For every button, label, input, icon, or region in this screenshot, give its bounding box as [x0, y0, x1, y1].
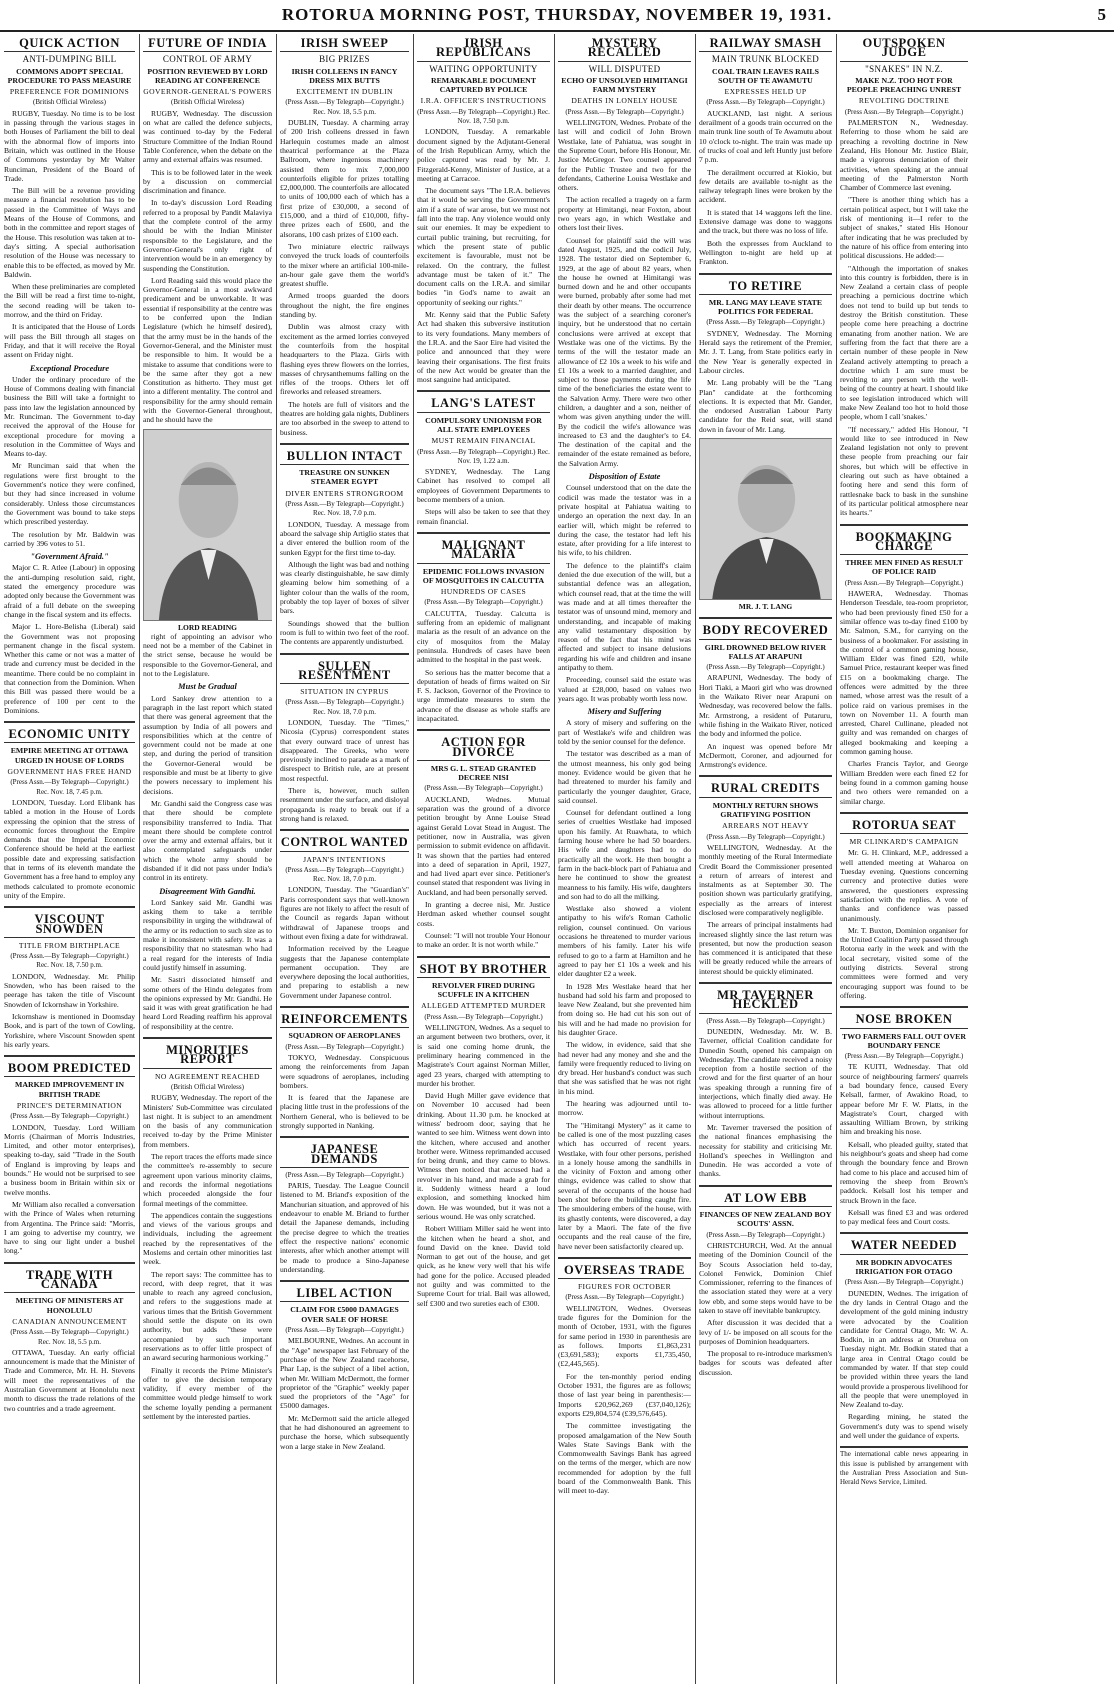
deck: FINANCES OF NEW ZEALAND BOY SCOUTS' ASSN.	[699, 1210, 832, 1229]
article-viscount-snowden	[4, 906, 135, 1049]
deck: JAPAN'S INTENTIONS	[303, 854, 386, 864]
paragraph: For the ten-monthly period ending October 1931, the figures are as follows; those of last year being in parenthesis:—Imports £20,962,269 (£37,040,126); exports £29,804,574 (£39,576,645).	[558, 1371, 691, 1418]
paragraph: LONDON, Tuesday. Lord William Morris (Chairman of Morris Industries, Limited, and other motor enterprises), speaking to-day, said "Trade in the South of England is improving by leaps and bounds." He would not be surprised to see a business boom in Britain within six or twelve months.	[4, 1122, 135, 1197]
headline: QUICK ACTION	[4, 37, 135, 52]
subheadline: MAIN TRUNK BLOCKED	[711, 54, 820, 65]
paragraph: Major C. R. Atlee (Labour) in opposing the anti-dumping resolution said, right, stated the emergency procedure was adopted only because the Government was afraid of a full debate on the sweeping change in the fiscal system and its effects.	[4, 563, 135, 619]
headline: MR TAVERNER HECKLED	[699, 989, 832, 1014]
deck: TREASURE ON SUNKEN STEAMER EGYPT	[299, 468, 390, 487]
headline: BOOKMAKING CHARGE	[840, 531, 968, 556]
paragraph: PALMERSTON N., Wednesday. Referring to those whom he said are preaching a revolting doctrine in New Zealand, His Honour Mr. Justice Blair, made a vigorous denunciation of their activities, when speaking at the annual meeting of the Palmerston North Chamber of Commerce last evening.	[840, 118, 968, 193]
deck: CANADIAN ANNOUNCEMENT	[12, 1316, 127, 1326]
paragraph: PARIS, Tuesday. The League Council listened to M. Briand's exposition of the Manchurian situation, and approved of his endeavour to enable M. Briand to further detail the Japanese demands, including the precise degree to which the treaties effect the respective nations' economic interests, after which another attempt will be made to produce a Sino-Japanese understanding.	[280, 1181, 409, 1274]
deck: DIVER ENTERS STRONGROOM	[285, 488, 404, 498]
deck: CLAIM FOR £5000 DAMAGES OVER SALE OF HORSE	[290, 1305, 399, 1324]
paragraph: AUCKLAND, Wednes. Mutual separation was the ground of a divorce petition brought by Anne Louise Stead against Gerald Lovat Stead in August. The petitioner, now in Australia, was given permission to submit evidence on affidavit. It was shown that the parties had entered into a deed of separation in April, 1927, and had lived apart ever since. Petitioner's counsel stated that respondent was living in Auckland, and had been personally served.	[417, 794, 550, 897]
paragraph: The widow, in evidence, said that she had never had any money and she and the family were frequently reduced to living on dry bread. Her husband's conduct was such that she was satisfied that he was not right in his mind.	[558, 1040, 691, 1096]
paragraph: "There is another thing which has a certain political aspect, but I will take the risk of mentioning it—I refer to the subject of snakes," stated His Honour after indicating that he was precluded by the nature of his office from entering into political discussions. He added:—	[840, 195, 968, 261]
paragraph: Ickornshaw is mentioned in Doomsday Book, and is part of the town of Cowling, Yorkshire, where Viscount Snowden spent his early years.	[4, 1011, 135, 1049]
dateline: (Press Assn.—By Telegraph—Copyright.)	[285, 1170, 404, 1179]
deck: GIRL DROWNED BELOW RIVER FALLS AT ARAPUNI	[704, 642, 827, 661]
headline: REINFORCEMENTS	[280, 1013, 409, 1028]
deck: TITLE FROM BIRTHPLACE	[18, 940, 121, 950]
paragraph: David Hugh Miller gave evidence that on November 10 accused had been drinking. About 11.30 p.m. he knocked at witness' bedroom door, saying that he wanted to see him. Witness went down into the kitchen, where accused and another brother were. Witness reprimanded accused for being drunk, and they came to blows. Witness then noticed that accused had a revolver in his hand, and made a grab for it. Suddenly witness heard a loud explosion, and something knocked him down. He was wounded, but it was not a serious wound. He was only scratched.	[417, 1091, 550, 1221]
deck: MEETING OF MINISTERS AT HONOLULU	[15, 1296, 124, 1315]
article-body-recovered	[699, 617, 832, 769]
dateline: (Press Assn.—By Telegraph—Copyright.) Rec. Nov. 18, 7.50 p.m.	[417, 107, 550, 126]
page-columns	[0, 34, 1114, 1684]
headline: ECONOMIC UNITY	[4, 728, 135, 743]
article-at-low-ebb	[699, 1185, 832, 1377]
paragraph: Although the light was bad and nothing was clearly distinguishable, he saw dimly gleaming below him something of a lighter colour than the walls of the room, probably the top layer of boxes of silver bars.	[280, 559, 409, 616]
paragraph: The action recalled a tragedy on a farm property at Himitangi, near Foxton, about two years ago, in which Westlake and others lost their lives.	[558, 195, 691, 233]
article-quick-action	[4, 37, 135, 715]
paragraph: An inquest was opened before Mr McDermott, Coroner, and adjourned for Armstrong's evidence.	[699, 741, 832, 770]
portrait-illustration	[144, 430, 272, 620]
dateline: (Press Assn.—By Telegraph—Copyright.)	[844, 1052, 964, 1061]
article-overseas-trade	[558, 1257, 691, 1496]
deck: PREFERENCE FOR DOMINIONS	[9, 87, 130, 97]
paragraph: The hearing was adjourned until to-morrow.	[558, 1099, 691, 1118]
article-irish-sweep	[280, 37, 409, 437]
paragraph: The Bill will be a revenue providing measure a financial resolution has to be passed in the Committee of Ways and Means of the House of Commons, and both in the committee and report stages of the House. This resolution was taken at to-day's sitting. A special authorisation resolution of the House was necessary to enable this to be effected, as moved by Mr. Baldwin.	[4, 186, 135, 279]
paragraph: Counsel understood that on the date the codicil was made the testator was in a private hospital at Pahiatua waiting to undergo an operation the next day. In an earlier will, which might be referred to during the case, the testator had left his estate, after providing for a life interest to his wife, to his children.	[558, 483, 691, 558]
paragraph: The committee investigating the proposed amalgamation of the New South Wales State Savings Bank with the Commonwealth Savings Bank has agreed on the terms of the merger, which are now recommended for adoption by the full board of the Commonwealth Bank. This will meet to-day.	[558, 1421, 691, 1496]
deck: POSITION REVIEWED BY LORD READING AT CONFERENCE	[147, 66, 268, 85]
paragraph: AUCKLAND, last night. A serious derailment of a goods train occurred on the main trunk line south of Te Awamutu about 10 o'clock to-night. The train was made up of trucks of coal and left Huntly just before 7 p.m.	[699, 108, 832, 165]
headline: CONTROL WANTED	[280, 836, 409, 851]
dateline: (Press Assn.—By Telegraph—Copyright.)	[285, 1326, 404, 1335]
paragraph: LONDON, Tuesday. A message from aboard the salvage ship Artiglio states that a diver entered the bullion room of the sunken Egypt for the first time to-day.	[280, 519, 409, 557]
dateline: (Press Assn.—By Telegraph—Copyright.)	[706, 1016, 825, 1025]
deck: SITUATION IN CYPRUS	[300, 687, 389, 697]
article-libel-action	[280, 1280, 409, 1451]
deck: REMARKABLE DOCUMENT CAPTURED BY POLICE	[430, 75, 537, 95]
deck: NO AGREEMENT REACHED	[155, 1071, 260, 1081]
paragraph: When these preliminaries are completed the Bill will be read a first time to-night, the second reading will be taken to-morrow, and the third on Friday.	[4, 282, 135, 320]
article-shot-by-brother	[417, 956, 550, 1308]
subheadline: CONTROL OF ARMY	[162, 54, 253, 65]
deck: THREE MEN FINED AS RESULT OF POLICE RAID	[845, 558, 963, 577]
paragraph: Mr. Gandhi said the Congress case was that there should be complete responsibility transferred to India. That meant there should be complete control over the army and external affairs, but it also contemplated safeguards under which the whole army should be disbanded if it did not pass under India's control in its entirety.	[143, 798, 272, 883]
paragraph: Lord Sankey drew attention to a paragraph in the last report which stated that there was general agreement that the assumption by India of all powers and responsibilities which at the centre of government could not be made at one step, and during the period of transition the Governor-General would be responsible and must be at liberty to give the powers necessary to implement his decisions.	[143, 693, 272, 796]
article-railway-smash	[699, 37, 832, 267]
paragraph: A story of misery and suffering on the part of Westlake's wife and children was told by the senior counsel for the defence.	[558, 718, 691, 747]
article-sullen-resentment	[280, 653, 409, 824]
paragraph: DUBLIN, Tuesday. A charming array of 200 Irish colleens dressed in fawn Harlequin costumes made an almost theatrical performance at the Plaza Ballroom, where ingenious machinery assisted them to mix 7,000,000 counterfoils eligible for prizes totalling £2,000,000. The counterfoils are allocated to units of 100,000 each of which has a first prize of £30,000, a second of £15,000, and a third of £10,000, fifty-three prizes each of £600, and the alsorans, 100 cash prizes of £100 each.	[280, 118, 409, 239]
paragraph: TOKYO, Wednesday. Conspicuous among the reinforcements from Japan were squadrons of aeroplanes, including bombers.	[280, 1052, 409, 1090]
article-mr-taverner-heckled	[699, 982, 832, 1179]
paragraph: HAWERA, Wednesday. Thomas Henderson Teesdale, tea-room proprietor, who had been previously fined £50 for a similar offence was to-day fined £100 by Mr. Salmon, S.M., for carrying on the business of a bookmaker. For assisting in the control of a common gaming house, William Elder was fined £20, while Samuel Price, restaurant keeper was fined £15 on a bookmaking charge. The offences were admitted by the three named, whose arrest was the result of a police raid on various premises in the town on November 11. A fourth man arrested, Charel Cullinane, pleaded not guilty and was remanded on charges of alleged bookmaking and keeping a common gaming house.	[840, 589, 968, 757]
headline: LANG'S LATEST	[417, 397, 550, 412]
deck: REVOLVER FIRED DURING SCUFFLE IN A KITCHEN	[431, 980, 536, 1000]
lang-portrait	[699, 438, 832, 600]
paragraph: RUGBY, Wednesday. The report of the Ministers' Sub-Committee was circulated last night. It is subject to an amendment on the basis of any communication received to-day by the Prime Minister from members.	[143, 1093, 272, 1149]
paragraph: The arrears of principal instalments had increased slightly since the last return was presented, but now the production season has commenced it is anticipated that these will be greatly reduced while the arrears of interest should be quickly eliminated.	[699, 920, 832, 976]
column-rule	[413, 34, 414, 1684]
paragraph: The resolution by Mr. Baldwin was carried by 396 votes to 51.	[4, 529, 135, 548]
paragraph: This is to be followed later in the week by a discussion on commercial discrimination and finance.	[143, 167, 272, 196]
paragraph: SYDNEY, Wednesday. The Lang Cabinet has resolved to compel all employees of Government Departments to become members of a union.	[417, 467, 550, 505]
deck: GOVERNMENT HAS FREE HAND	[7, 767, 132, 777]
paragraph: The derailment occurred at Kiokio, but few details are available to-night as the railway telegraph lines were broken by the accident.	[699, 167, 832, 205]
paragraph: Lord Reading said this would place the Governor-General in a most awkward predicament and be unworkable. It was essential if responsibility at the centre was to be conferred upon the Indian Legislature (which he himself desired), that the army must be in the hands of the Governor-General, and the Minister must be responsible to him. It would be a mistake to assume that conditions were to be the same after they got a new Constitution as hitherto. They must get into a different mentality. The control and responsibility for the army should remain with the Governor-General throughout, and he should have the	[143, 275, 272, 425]
article-rotorua-seat	[840, 812, 968, 1000]
paragraph: Mr. Lang probably will be the "Lang Plan" candidate at the forthcoming elections. It is expected that Mr. Gander, the endorsed Australian Labour Party candidate for the Reid seat, will stand down in favour of Mr. Lang.	[699, 378, 832, 434]
article-control-wanted	[280, 829, 409, 1000]
paragraph: Robert William Miller said he went into the kitchen when he heard a shot, and found David on the knee. David told Norman to get out of the house, and get quick, as he knew very well that his wife had gone for the police. Accused pleaded not guilty and was committed to the Supreme Court for trial. Bail was allowed, self £300 and two sureties each of £300.	[417, 1224, 550, 1308]
dateline: (Press Assn.—By Telegraph—Copyright.)	[285, 1042, 404, 1051]
headline: ROTORUA SEAT	[840, 819, 968, 834]
paragraph: SYDNEY, Wednesday. The Morning Herald says the retirement of the Premier, Mr. J. T. Lang, from State politics early in the New Year is generally expected in Labour circles.	[699, 328, 832, 375]
deck: SQUADRON OF AEROPLANES	[288, 1031, 401, 1041]
column-3	[280, 34, 409, 1684]
dateline: (Press Assn.—By Telegraph—Copyright.)	[844, 1278, 964, 1287]
subheadline: WAITING OPPORTUNITY	[429, 63, 538, 74]
headline: OVERSEAS TRADE	[558, 1264, 691, 1279]
headline: BOOM PREDICTED	[4, 1062, 135, 1077]
article-langs-latest	[417, 390, 550, 526]
column-6	[699, 34, 832, 1684]
paragraph: In granting a decree nisi, Mr. Justice Herdman asked whether counsel sought costs.	[417, 900, 550, 928]
paragraph: Kelsall was fined £3 and was ordered to pay medical fees and Court costs.	[840, 1207, 968, 1227]
dateline: (Press Assn.—By Telegraph—Copyright.)	[844, 107, 964, 116]
paragraph: Major L. Hore-Belisha (Liberal) said the Government was not proposing permanent change in the fiscal system. Whether this came or not was a matter of trade and currency must be decided in the meantime. There could be no complaint in that connection from the Dominion. When this Bill was passed there would be a preference of 100 per cent to the Dominions.	[4, 622, 135, 715]
article-economic-unity	[4, 721, 135, 900]
lord-reading-portrait	[143, 429, 272, 621]
dateline: (Press Assn.—By Telegraph—Copyright.)	[706, 1230, 825, 1239]
headline: LIBEL ACTION	[280, 1287, 409, 1302]
paragraph: Finally it records the Prime Minister's offer to give the decision temporary validity, if every member of the committee would pledge himself to work the scheme loyally pending a permanent settlement by the interested parties.	[143, 1365, 272, 1422]
paragraph: Mr Runciman said that when the regulations were first brought to the Government's notice they were confined, but they had since increased in volume considerably. Unless those circumstances the Government was bound to take steps which prescribed yesterday.	[4, 461, 135, 527]
column-rule	[695, 34, 696, 1684]
paragraph: DUNEDIN, Wednesday. Mr. W. B. Taverner, official Coalition candidate for Dunedin South, opened his campaign on Wednesday. The candidate received a noisy reception from a hostile section of the crowd and for the first quarter of an hour was speaking through a running fire of interjections, which finally died away. He was allowed to proceed for a little further without interruptions.	[699, 1026, 832, 1120]
column-4	[417, 34, 550, 1684]
headline: MALIGNANT MALARIA	[417, 539, 550, 564]
paragraph: Dublin was almost crazy with excitement as the armed lorries conveyed the counterfoils from the hospital headquarters to the Plaza. Girls with flashing eyes threw flowers on the lorries, masses of chrysanthemums falling on the rifles of the troops. Others let off fireworks and released streamers.	[280, 322, 409, 397]
deck: EMPIRE MEETING AT OTTAWA URGED IN HOUSE OF LORDS	[10, 746, 129, 765]
article-mystery-recalled	[558, 37, 691, 1251]
dateline: (Press Assn.—By Telegraph—Copyright.) Rec. Nov. 18, 5.5 p.m.	[285, 98, 404, 116]
article-irish-republicans	[417, 37, 550, 384]
paragraph: Counsel for defendant outlined a long series of cruelties Westlake had imposed upon his family. At Ruawhata, to which farming house where he had 50 boarders. His wife and daughters had to do practically all the work. He then bought a farm in the back-block part of Pahiatua and here he continued to show the greatest meanness to his family. His wife, daughters and son had to do all the milking.	[558, 808, 691, 901]
deck: PRINCE'S DETERMINATION	[16, 1100, 123, 1110]
paragraph: DUNEDIN, Wednes. The irrigation of the dry lands in Central Otago and the development of the gold mining industry were advocated by the Coalition candidate for Central Otago, Mr. W. A. Bodkin, in an address at Oturehua on Tuesday night. Mr. Bodkin stated that a large area in Central Otago could be commanded by water. If that step could be provided within three years the land would provide a prosperous livelihood for all the people that were unemployed in New Zealand to-day.	[840, 1288, 969, 1410]
paragraph: "Although the importation of snakes into this country is forbidden, there is in New Zealand a certain class of people preaching a pernicious doctrine which does not tend to build up but tends to destroy the British constitution. These people come here preaching a doctrine emanating from another nation. We are suffering from the fact that there are a certain number of these people in New Zealand actively attempting to preach a doctrine which I am sure must be revolting to any person with the well-being of the country at heart. I should like to see legislation introduced which will make New Zealand too hot to hold those people, whom I call 'snakes.'	[840, 263, 968, 422]
paragraph: LONDON, Tuesday. The "Times," Nicosia (Cyprus) correspondent states that every outward trace of unrest has disappeared. The Greeks, who were previously inclined to parade as a mark of disrespect to British rule, are at present most respectful.	[280, 718, 409, 783]
deck: COAL TRAIN LEAVES RAILS SOUTH OF TE AWAMUTU	[712, 66, 819, 85]
deck: GOVERNOR-GENERAL'S POWERS	[143, 87, 272, 97]
dateline: (Press Assn.—By Telegraph—Copyright.) Rec. Nov. 19, 1.22 a.m.	[417, 447, 550, 465]
paragraph: Two miniature electric railways conveyed the truck loads of counterfoils to the mixer where an artificial 100-mile-an-hour gale gave them the world's greatest shuffle.	[280, 241, 409, 289]
deck: MR BODKIN ADVOCATES IRRIGATION FOR OTAGO	[855, 1257, 953, 1277]
headline: TRADE WITH CANADA	[4, 1269, 135, 1294]
paragraph: So serious has the matter become that a deputation of heads of firms waited on Sir F. S. Jackson, Governor of the Province to urge immediate measures to stem the advance of the disease as whole staffs are incapacitated.	[417, 667, 550, 723]
column-1	[4, 34, 135, 1684]
article-nose-broken	[840, 1006, 968, 1226]
column-rule	[554, 34, 555, 1684]
dateline: (Press Assn.—By Telegraph—Copyright.) Rec. Nov. 18, 7.50 p.m.	[10, 952, 129, 970]
dateline: (Press Assn.—By Telegraph—Copyright.)	[10, 1112, 129, 1121]
paragraph: WELLINGTON, Wednes. Overseas trade figures for the Dominion for the month of October, 1931, with the figures for same period in 1930 in parenthesis are as follows. Imports £1,863,231 (£3,691,583); exports £1,735,450, (£2,445,565).	[558, 1303, 691, 1369]
deck: EPIDEMIC FOLLOWS INVASION OF MOSQUITOES IN CALCUTTA	[422, 566, 545, 585]
paragraph: The document says "The I.R.A. believes that it would be serving the Government's aim if a state of war arose, but we must not fall into the trap. Any violence would only suit our enemies. It may be expedient to curtail public training, but recruiting, for which the present state of public excitement is favourable, must not be relaxed. On the contrary, the fullest advantage must be taken of it." The document calls on the I.R.A. and similar bodies "in God's name to await an opportunity of seeking our rights."	[417, 186, 550, 307]
article-bullion-intact	[280, 443, 409, 647]
paragraph: The report traces the efforts made since the committee's re-assembly to secure agreement upon various minority claims, and records the informal negotiations which proceeded alongside the four formal meetings of the committee.	[143, 1152, 272, 1208]
dateline: (Press Assn.—By Telegraph—Copyright.)	[424, 1012, 543, 1021]
article-minorities-report	[143, 1037, 272, 1421]
paragraph: Mr. Sastri dissociated himself and some others of the Hindu delegates from the opinions expressed by Mr. Gandhi. He said it was with great gratification he had heard Lord Reading reaffirm his approval of responsibility at the centre.	[143, 975, 272, 1031]
paragraph: LONDON, Wednesday. Mr. Philip Snowden, who has been raised to the peerage has taken the title of Viscount Snowden of Ickornshaw in Yorkshire.	[4, 971, 135, 1009]
deck: MAKE N.Z. TOO HOT FOR PEOPLE PREACHING UNREST	[846, 75, 962, 95]
headline: AT LOW EBB	[699, 1192, 832, 1207]
crosshead: Misery and Suffering	[587, 707, 662, 717]
headline: VISCOUNT SNOWDEN	[4, 913, 135, 938]
paragraph: LONDON, Tuesday. The "Guardian's" Paris correspondent says that well-known figures are not likely to affect the result of the Council as regards Japan without withdrawal of Japanese troops and without even fixing a date for withdrawal.	[280, 885, 409, 941]
paragraph: Both the expresses from Auckland to Wellington to-night are held up at Frankton.	[699, 238, 832, 267]
paragraph: Counsel: "I will not trouble Your Honour to make an order. It is not worth while."	[417, 930, 550, 950]
deck: MR CLINKARD'S CAMPAIGN	[849, 837, 959, 847]
paragraph: Mr. Kenny said that the Public Safety Act had shaken this subversive institution to its very foundations. Many members of the I.R.A. and the Saor Eire had visited the police and announced that they were leaving their organisations. The first fruits of the new Act would be greater than the most sanguine had anticipated.	[417, 310, 550, 385]
paragraph: The "Himitangi Mystery" as it came to be called is one of the most puzzling cases which has occurred of recent years. Westlake, with four other persons, perished in a lonely house among the sandhills in the vicinity of Foxton and among other things, evidence was called to show that several of the occupants of the house had been shot before the building caught fire. The smouldering embers of the house, with its ghastly contents, were discovered, a day later by a Maori. The fate of the five occupants and the real cause of the fire, have never been satisfactorily cleared up.	[558, 1120, 691, 1251]
crosshead: "Government Afraid."	[30, 552, 109, 562]
deck: DEATHS IN LONELY HOUSE	[571, 96, 678, 106]
headline: RAILWAY SMASH	[699, 37, 832, 52]
headline: JAPANESE DEMANDS	[280, 1143, 409, 1168]
dateline: (British Official Wireless)	[171, 98, 244, 107]
dateline: (Press Assn.—By Telegraph—Copyright.)	[424, 598, 543, 607]
deck: COMPULSORY UNIONISM FOR ALL STATE EMPLOYEES	[425, 415, 542, 434]
subheadline: "SNAKES" IN N.Z.	[865, 63, 943, 74]
dateline: (Press Assn.—By Telegraph—Copyright.) Rec. Nov. 18, 7.45 p.m.	[10, 778, 129, 796]
headline: IRISH REPUBLICANS	[417, 37, 550, 62]
headline: RURAL CREDITS	[699, 782, 832, 797]
headline: TO RETIRE	[699, 280, 832, 295]
article-malignant-malaria	[417, 532, 550, 723]
article-bookmaking-charge	[840, 524, 968, 806]
headline: MYSTERY RECALLED	[558, 37, 691, 62]
article-outspoken-judge	[840, 37, 968, 518]
paragraph: Mr William also recalled a conversation with the Prince of Wales when returning from Argentina. The Prince said: "Morris, I am going to advertise my country, we have to sing our light under a bushel long."	[4, 1199, 135, 1256]
paragraph: WELLINGTON, Wednesday. At the monthly meeting of the Rural Intermediate Credit Board the Commissioner presented a return of arrears of interest and instalments as at September 30. The position shown was particularly gratifying, especially as the arrears of interest disclosed were comparatively negligible.	[699, 842, 832, 917]
paragraph: The proposal to re-introduce marksmen's badges for scouts was defeated after discussion.	[699, 1349, 832, 1377]
paragraph: LONDON, Tuesday. Lord Elibank has tabled a motion in the House of Lords expressing the opinion that the stress of economic forces throughout the Empire demands that the Imperial Economic Conference should be held at the earliest possible date and expressing satisfaction that in terms of its eleventh mandate the Government has a free hand to employ any methods calculated to promote economic unity of the Empire.	[4, 797, 135, 900]
paragraph: Kelsall, who pleaded guilty, stated that his neighbour's goats and sheep had come through the boundary fence and Brown had come to his place and accused him of removing the sheep from Brown's paddock. Kelsall lost his temper and struck Brown in the face.	[840, 1139, 968, 1205]
paragraph: right of appointing an advisor who need not be a member of the Cabinet in the strict sense, because he would be responsible to the Governor-General, and not to the Legislature.	[143, 631, 272, 679]
subheadline: BIG PRIZES	[319, 54, 370, 65]
deck: FIGURES FOR OCTOBER	[577, 1282, 672, 1292]
paragraph: The defence to the plaintiff's claim denied the due execution of the will, but a substantial defence was an allegation, which counsel read, that at the time the will was made and at all times thereafter the testator was of unsound mind, memory and understanding, and incapable of making any valid testamentary disposition by reason of the fact that his mind was affected and subject to insane delusions regarding his wife and children and insane antipathy to them.	[558, 560, 691, 672]
deck: MONTHLY RETURN SHOWS GRATIFYING POSITION	[712, 800, 819, 820]
paragraph: RUGBY, Wednesday. The discussion on what are called the defence subjects, was continued to-day by the Federal Structure Committee of the Indian Round Table Conference, when the debate on the army and external affairs was resumed.	[143, 108, 272, 165]
paragraph: The appendices contain the suggestions and views of the various groups and individuals, including the agreement reached by the representatives of the Moslems and certain other minorities last week.	[143, 1210, 272, 1267]
column-rule	[276, 34, 277, 1684]
headline: SULLEN RESENTMENT	[280, 660, 409, 685]
cable-news-footnote: The international cable news appearing in this issue is published by arrangement with the Australian Press Association and Sun-Herald News Service, Limited.	[840, 1450, 968, 1487]
paragraph: Lord Sankey said Mr. Gandhi was asking them to take a terrible responsibility in urging the withdrawal of the army or its reduction to such size as to make it inconsistent with safety. It was a responsibility that no statesman who had a real regard for the interests of India could justify himself in assuming.	[143, 897, 272, 972]
dateline: (Press Assn.—By Telegraph—Copyright.)	[844, 578, 964, 587]
article-future-of-india	[143, 37, 272, 1031]
deck: ARREARS NOT HEAVY	[722, 821, 809, 831]
paragraph: After discussion it was decided that a levy of 1/- be imposed on all scouts for the purposes of Dominion headquarters.	[699, 1318, 832, 1346]
dateline: (Press Assn.—By Telegraph—Copyright.) Rec. Nov. 18, 7.0 p.m.	[285, 865, 404, 884]
article-reinforcements	[280, 1006, 409, 1130]
paragraph: There is, however, much sullen resentment under the surface, and disloyal propaganda is ready to break out if a strong hand is relaxed.	[280, 786, 409, 823]
deck: MARKED IMPROVEMENT IN BRITISH TRADE	[14, 1080, 124, 1099]
dateline: (Press Assn.—By Telegraph—Copyright.)	[706, 98, 825, 107]
headline: WATER NEEDED	[840, 1239, 968, 1254]
dateline: (Press Assn.—By Telegraph—Copyright.)	[565, 107, 684, 116]
paragraph: OTTAWA, Tuesday. An early official announcement is made that the Minister of Trade and Commerce, Mr. H. H. Stevens will meet the representatives of the Australian Government at Honolulu next month to discuss the trade relations of the two countries and a trade agreement.	[4, 1347, 135, 1413]
footnote-box	[840, 1446, 968, 1487]
paragraph: TE KUITI, Wednesday. That old source of neighbouring farmers' quarrels a bad boundary fence, caused Every Kelsall, farmer, of Awakino Road, to appear before Mr F. W. Platts, in the Magistrate's Court, charged with assaulting William Brown, by striking him and breaking his nose.	[840, 1062, 968, 1137]
headline: BULLION INTACT	[280, 450, 409, 465]
subheadline: ANTI-DUMPING BILL	[22, 54, 117, 65]
paragraph: RUGBY, Tuesday. No time is to be lost in passing through the various stages in both Houses of Parliament the bill to deal with the abnormal flow of imports into Britain, which was outlined in the House of Commons yesterday by Mr Walter Runciman, President of the Board of Trade.	[4, 108, 135, 183]
headline: BODY RECOVERED	[699, 624, 832, 639]
dateline: (Press Assn.—By Telegraph—Copyright.)	[565, 1293, 684, 1302]
newspaper-title: ROTORUA MORNING POST, THURSDAY, NOVEMBER 19, 1931.	[281, 5, 833, 24]
column-5	[558, 34, 691, 1684]
paragraph: The testator was described as a man of the utmost meanness, his only god being money. Evidence would be given that he had threatened to murder his family and particularly the younger daughter, Grace, said counsel.	[558, 749, 691, 805]
paragraph: The hotels are full of visitors and the theatres are holding gala nights, Dubliners are too absorbed in the sweep to attend to business.	[280, 399, 409, 437]
deck: REVOLTING DOCTRINE	[858, 96, 950, 106]
article-boom-predicted	[4, 1055, 135, 1256]
paragraph: LONDON, Tuesday. A remarkable document signed by the Adjutant-General of the Irish Republican Army, which the police captured was read by Mr. J. Fitzgerald-Kenny, Minister of Justice, at a meeting at Carracoe.	[417, 127, 550, 183]
column-rule	[139, 34, 140, 1684]
crosshead: Must be Gradual	[178, 682, 237, 692]
paragraph: WELLINGTON, Wednes. As a sequel to an argument between two brothers, over, it is said one coming home drunk, the preliminary hearing commenced in the Magistrate's Court against Norman Miller, aged 23 years, charged with attempting to murder his brother.	[417, 1023, 550, 1088]
headline: IRISH SWEEP	[280, 37, 409, 52]
deck: HUNDREDS OF CASES	[440, 587, 527, 597]
dateline: (Press Assn.—By Telegraph—Copyright.)	[706, 318, 825, 327]
dateline: (Press Assn.—By Telegraph—Copyright.) Rec. Nov. 18, 5.5 p.m.	[10, 1328, 129, 1346]
paragraph: WELLINGTON, Wednes. Probate of the last will and codicil of John Brown Westlake, late of Pahiatua, was sought in the Supreme Court, before His Honour, Mr. Justice McGregor. Two counsel appeared for the Public Trustee and two for the defendants, Catherine Louisa Westlake and others.	[558, 118, 691, 193]
paragraph: ARAPUNI, Wednesday. The body of Hori Tiaki, a Maori girl who was drowned in the Waikato River near Arapuni on Wednesday, was recovered below the falls. Mr. Armstrong, a resident of Putaruru, while fishing in the Waikato River, noticed the body and informed the police.	[699, 673, 832, 739]
headline: ACTION FOR DIVORCE	[417, 736, 550, 761]
paragraph: Westlake also showed a violent antipathy to his wife's Roman Catholic religion, counsel continued. On various occasions he threatened to murder various members of his family. Later his wife refused to go to a farm at Hamilton and he agreed to pay her £1 10s a week and his elder daughter £2 a week.	[558, 904, 691, 979]
deck: TWO FARMERS FALL OUT OVER BOUNDARY FENCE	[842, 1031, 966, 1050]
paragraph: Armed troops guarded the doors throughout the night, the fire engines standing by.	[280, 291, 409, 320]
deck: ALLEGED ATTEMPTED MURDER	[421, 1001, 546, 1011]
paragraph: Proceeding, counsel said the estate was valued at £28,000, based on values two years ago. It was probably worth less now.	[558, 675, 691, 703]
column-7	[840, 34, 1110, 1684]
column-2	[143, 34, 272, 1684]
crosshead: Disagreement With Gandhi.	[159, 886, 256, 896]
deck: MR. LANG MAY LEAVE STATE POLITICS FOR FEDERAL	[708, 297, 823, 317]
deck: COMMONS ADOPT SPECIAL PROCEDURE TO PASS MEASURE	[7, 66, 132, 85]
column-7-inner	[840, 37, 968, 1488]
portrait-illustration	[700, 439, 832, 599]
deck: EXPRESSES HELD UP	[724, 87, 807, 97]
subheadline: WILL DISPUTED	[588, 63, 661, 74]
column-rule	[836, 34, 837, 1684]
deck: IRISH COLLEENS IN FANCY DRESS MIX BUTTS	[291, 66, 398, 85]
dateline: (Press Assn.—By Telegraph—Copyright.) Rec. Nov. 18, 7.0 p.m.	[285, 500, 404, 518]
paragraph: In 1928 Mrs Westlake heard that her husband had sold his farm and proposed to leave New Zealand, but she prevented him from doing so. He had cut his son out of his will and he had made no provision for his daughter Grace.	[558, 981, 691, 1037]
paragraph: Charles Francis Taylor, and George William Bredden were each fined £2 for being found in a common gaming house and two others were remanded on a similar charge.	[840, 759, 968, 806]
portrait-caption: MR. J. T. LANG	[738, 601, 793, 611]
paragraph: Counsel for plaintiff said the will was dated August, 1925, and the codicil July, 1928. The testator died on September 6, 1929, at the age of about 82 years, when the house he owned at Himitangi was burned down and he and other occupants were burned, probably after some had met their death by other means. The occurrence was the subject of a searching coroner's inquiry, but he understood that no certain conclusions were arrived at except that Westlake was one of the victims. By the terms of the will the testator made an allowance of £2 10s a week to his wife and £1 10s a week to a married daughter, and subject to those payments during the life time of the beneficiaries the estate went to the Salvation Army. There were two other children, a daughter and a son, neither of whom was given anything under the will. By the codicil the wife's allowance was increased to £3 and the daughter's to £4. The destination of the capital and the remainder of the estate remained as before, the Salvation Army.	[558, 235, 691, 468]
portrait-caption: LORD READING	[178, 622, 237, 632]
article-to-retire	[699, 273, 832, 612]
article-action-for-divorce	[417, 729, 550, 949]
article-trade-with-canada	[4, 1262, 135, 1413]
paragraph: Soundings showed that the bullion room is full to within two feet of the roof. The contents are apparently undisturbed.	[280, 618, 409, 647]
dateline: (Press Assn.—By Telegraph—Copyright.)	[424, 784, 543, 793]
paragraph: CHRISTCHURCH, Wed. At the annual meeting of the Dominion Council of the Boy Scouts Association held to-day, Colonel Fenwick, Dominion Chief Commissioner, referring to the finances of the association stated they were at a very low ebb, and some steps would have to be taken to stave off inevitable bankruptcy.	[699, 1240, 832, 1315]
dateline: (British Official Wireless)	[33, 98, 106, 107]
headline: NOSE BROKEN	[840, 1013, 968, 1028]
crosshead: Exceptional Procedure	[29, 363, 110, 373]
dateline: (Press Assn.—By Telegraph—Copyright.)	[706, 663, 825, 672]
masthead	[0, 0, 1114, 32]
paragraph: Mr. G. H. Clinkard, M.P., addressed a well attended meeting at Waharoa on Tuesday evening. Questions concerning currency and protective duties were answered, the questioners expressing satisfaction with the replies. A vote of thanks and confidence was passed unanimously.	[840, 848, 968, 923]
article-rural-credits	[699, 775, 832, 976]
paragraph: Mr. McDermott said the article alleged that he had dishonoured an agreement to purchase the horse, which subsequently won a large stake in New Zealand.	[280, 1413, 409, 1451]
deck: MRS G. L. STEAD GRANTED DECREE NISI	[430, 763, 537, 783]
page-number: 5	[1097, 5, 1106, 24]
paragraph: Mr. Taverner traversed the position of the national finances emphasising the necessity for stability and criticising Mr. Holland's speeches in Wellington and Dunedin. He was accorded a vote of thanks.	[699, 1122, 832, 1179]
crosshead: Disposition of Estate	[588, 472, 661, 482]
paragraph: Steps will also be taken to see that they remain financial.	[417, 507, 550, 526]
deck: MUST REMAIN FINANCIAL	[431, 436, 536, 446]
paragraph: Under the ordinary procedure of the House of Commons dealing with financial business the Bill will take a fortnight to pass into law the legislation announced by Mr. Runciman. The Government to-day received the approval of the House for exceptional procedure for moving a resolution in the Committee of Ways and Means to-day.	[4, 374, 135, 459]
headline: OUTSPOKEN JUDGE	[840, 37, 968, 62]
headline: MINORITIES REPORT	[143, 1044, 272, 1069]
paragraph: In to-day's discussion Lord Reading referred to a proposal by Pandit Malaviya that the complete control of the army should be with the Indian Minister responsible to the Legislature, and the Governor-General's only right of intervention would be in an emergency by suspending the Constitution.	[143, 198, 272, 273]
deck: ECHO OF UNSOLVED HIMITANGI FARM MYSTERY	[561, 75, 688, 95]
deck: I.R.A. OFFICER'S INSTRUCTIONS	[420, 96, 547, 106]
headline: SHOT BY BROTHER	[417, 963, 550, 978]
paragraph: Mr. T. Buxton, Dominion organiser for the United Coalition Party passed through Rotorua early in the week and with the local secretary, visited some of the outlying districts. Several strong committees were formed and very encouraging support was found to be offering.	[840, 925, 968, 1000]
headline: FUTURE OF INDIA	[143, 37, 272, 52]
dateline: (Press Assn.—By Telegraph—Copyright.)	[706, 832, 825, 841]
paragraph: CALCUTTA, Tuesday. Calcutta is suffering from an epidemic of malignant malaria as the result of an advance on the city of mosquitos from the Malay peninsula. Hundreds of cases have been admitted to the hospital in the past week.	[417, 608, 550, 665]
deck: EXCITEMENT IN DUBLIN	[296, 87, 393, 97]
paragraph: It is stated that 14 waggons left the line. Extensive damage was done to waggons and the track, but there was no loss of life.	[699, 207, 832, 236]
paragraph: Regarding mining, he stated the Government's duty was to spend wisely and well under the guidance of experts.	[840, 1412, 968, 1441]
paragraph: "If necessary," added His Honour, "I would like to see introduced in New Zealand legislation not only to prevent these people from preaching our fair shores, but which will be effective in clearing out such as have obtained a footing here and send this form of rattlesnake back to bask in the sunshine of its particular political atmosphere near its hearts."	[840, 424, 968, 518]
paragraph: It is feared that the Japanese are placing little trust in the professions of the Northern General, who is believed to be strongly supported in Nanking.	[280, 1093, 409, 1130]
dateline: (Press Assn.—By Telegraph—Copyright.) Rec. Nov. 18, 7.0 p.m.	[285, 698, 404, 716]
article-japanese-demands	[280, 1136, 409, 1274]
paragraph: Information received by the League suggests that the Japanese contemplate permanent occupation. They are everywhere deposing the local authorities, and preparing to establish a new Government under Japanese control.	[280, 944, 409, 1000]
paragraph: The report says: The committee has to record, with deep regret, that it was unable to reach any agreed conclusion, and refers to the suggestions made at various times that the British Government should settle the dispute on its own authority, but adds "these were accompanied by such important reservations as to offer little prospect of an award securing harmonious working."	[143, 1269, 272, 1363]
paragraph: MELBOURNE, Wednes. An account in the "Age" newspaper last February of the purchase of the New Zealand racehorse, Phar Lap, is the subject of a libel action, when Mr. William McDermott, the former proprietor of the "Graphic" weekly paper sued the proprietors of the "Age" for £5000 damages.	[280, 1336, 409, 1411]
paragraph: It is anticipated that the House of Lords will pass the Bill through all stages on Friday, and that it will receive the Royal assent on Friday night.	[4, 322, 135, 360]
article-water-needed	[840, 1232, 968, 1440]
dateline: (British Official Wireless)	[171, 1082, 244, 1091]
